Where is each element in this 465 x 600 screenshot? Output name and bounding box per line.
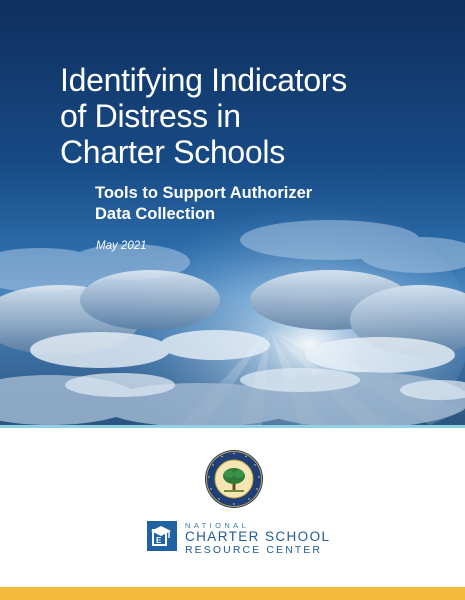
ncsrc-line-national: NATIONAL: [185, 521, 250, 530]
title-line: Identifying Indicators: [60, 62, 347, 98]
document-title: [60, 62, 450, 170]
title-line: of Distress in: [60, 98, 241, 134]
ncsrc-line-charter-school: CHARTER SCHOOL: [185, 529, 331, 544]
subtitle-line: Data Collection: [95, 205, 216, 223]
ncsrc-wordmark: [185, 521, 330, 556]
ncsrc-logo-mark-icon: [147, 521, 177, 551]
document-subtitle: [95, 183, 425, 225]
publication-date: May 2021: [96, 240, 147, 252]
title-line: Charter Schools: [60, 134, 285, 170]
svg-text:E: E: [156, 536, 162, 545]
ncsrc-line-resource-center: RESOURCE CENTER: [185, 544, 323, 556]
bottom-accent-bar: [0, 587, 465, 600]
accent-divider: [0, 425, 465, 428]
ncsrc-logo: [147, 521, 347, 557]
subtitle-line: Tools to Support Authorizer: [95, 184, 313, 202]
department-of-education-seal-icon: [204, 449, 264, 509]
